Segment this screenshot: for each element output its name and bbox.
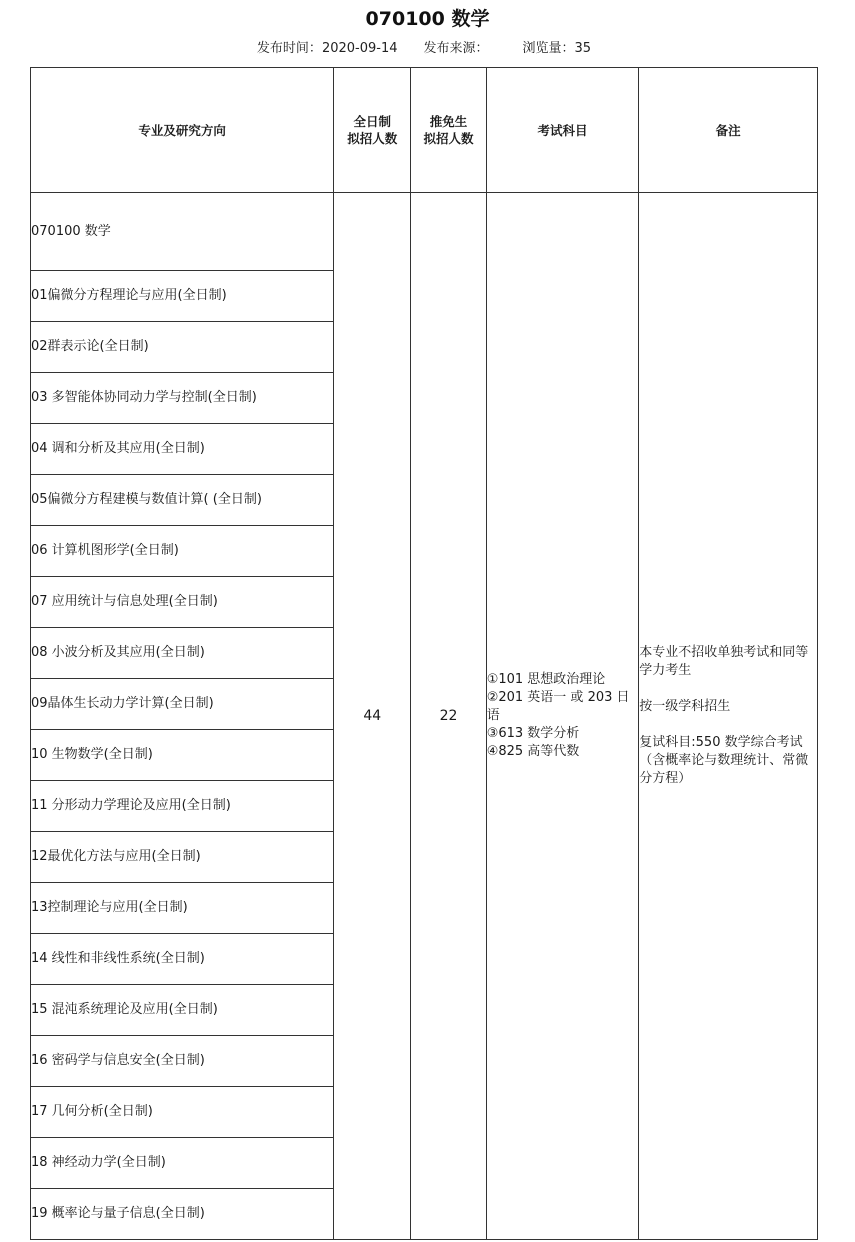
- header-recommended: [411, 68, 486, 193]
- research-direction: 08 小波分析及其应用(全日制): [31, 628, 334, 679]
- research-direction: 06 计算机图形学(全日制): [31, 526, 334, 577]
- research-direction: 01偏微分方程理论与应用(全日制): [31, 271, 334, 322]
- note-item: 本专业不招收单独考试和同等学力考生: [639, 645, 809, 678]
- table-row: [31, 193, 818, 271]
- publish-meta: [0, 40, 848, 58]
- exam-subject: ④825 高等代数: [486, 744, 580, 759]
- admissions-table: [30, 67, 818, 1240]
- header-exam: 考试科目: [486, 68, 639, 193]
- exam-subject: ③613 数学分析: [486, 726, 580, 741]
- research-direction: 16 密码学与信息安全(全日制): [31, 1036, 334, 1087]
- research-direction: 15 混沌系统理论及应用(全日制): [31, 985, 334, 1036]
- table-header-row: [31, 68, 818, 193]
- recommended-count: 22: [411, 193, 486, 1240]
- research-direction: 11 分形动力学理论及应用(全日制): [31, 781, 334, 832]
- research-direction: 19 概率论与量子信息(全日制): [31, 1189, 334, 1240]
- header-notes: 备注: [639, 68, 818, 193]
- header-recommended-line2: 拟招人数: [423, 131, 474, 146]
- header-full-time-line1: 全日制: [353, 114, 392, 129]
- note-item: 按一级学科招生: [639, 699, 731, 714]
- exam-subjects: [486, 193, 639, 1240]
- research-direction: 12最优化方法与应用(全日制): [31, 832, 334, 883]
- publish-time-value: 2020-09-14: [321, 41, 398, 56]
- source-label: 发布来源：: [423, 41, 489, 56]
- research-direction: 05偏微分方程建模与数值计算( (全日制): [31, 475, 334, 526]
- page-title: 070100 数学: [365, 8, 490, 30]
- note-item: 复试科目:550 数学综合考试（含概率论与数理统计、常微分方程）: [639, 735, 809, 786]
- research-direction: 10 生物数学(全日制): [31, 730, 334, 781]
- research-direction: 03 多智能体协同动力学与控制(全日制): [31, 373, 334, 424]
- full-time-count: 44: [334, 193, 411, 1240]
- header-full-time-line2: 拟招人数: [347, 131, 398, 146]
- exam-subject: ②201 英语一 或 203 日语: [486, 690, 630, 723]
- header-recommended-line1: 推免生: [429, 114, 468, 129]
- research-direction: 14 线性和非线性系统(全日制): [31, 934, 334, 985]
- header-full-time: [334, 68, 411, 193]
- research-direction: 18 神经动力学(全日制): [31, 1138, 334, 1189]
- publish-time-label: 发布时间：: [256, 41, 322, 56]
- notes-cell: [639, 193, 818, 1240]
- research-direction: 17 几何分析(全日制): [31, 1087, 334, 1138]
- header-major: 专业及研究方向: [31, 68, 334, 193]
- research-direction: 04 调和分析及其应用(全日制): [31, 424, 334, 475]
- research-direction: 13控制理论与应用(全日制): [31, 883, 334, 934]
- research-direction: 07 应用统计与信息处理(全日制): [31, 577, 334, 628]
- major-name: 070100 数学: [31, 193, 334, 271]
- research-direction: 02群表示论(全日制): [31, 322, 334, 373]
- exam-subject: ①101 思想政治理论: [486, 672, 606, 687]
- views-label: 浏览量：: [522, 41, 575, 56]
- research-direction: 09晶体生长动力学计算(全日制): [31, 679, 334, 730]
- views-value: 35: [574, 41, 592, 56]
